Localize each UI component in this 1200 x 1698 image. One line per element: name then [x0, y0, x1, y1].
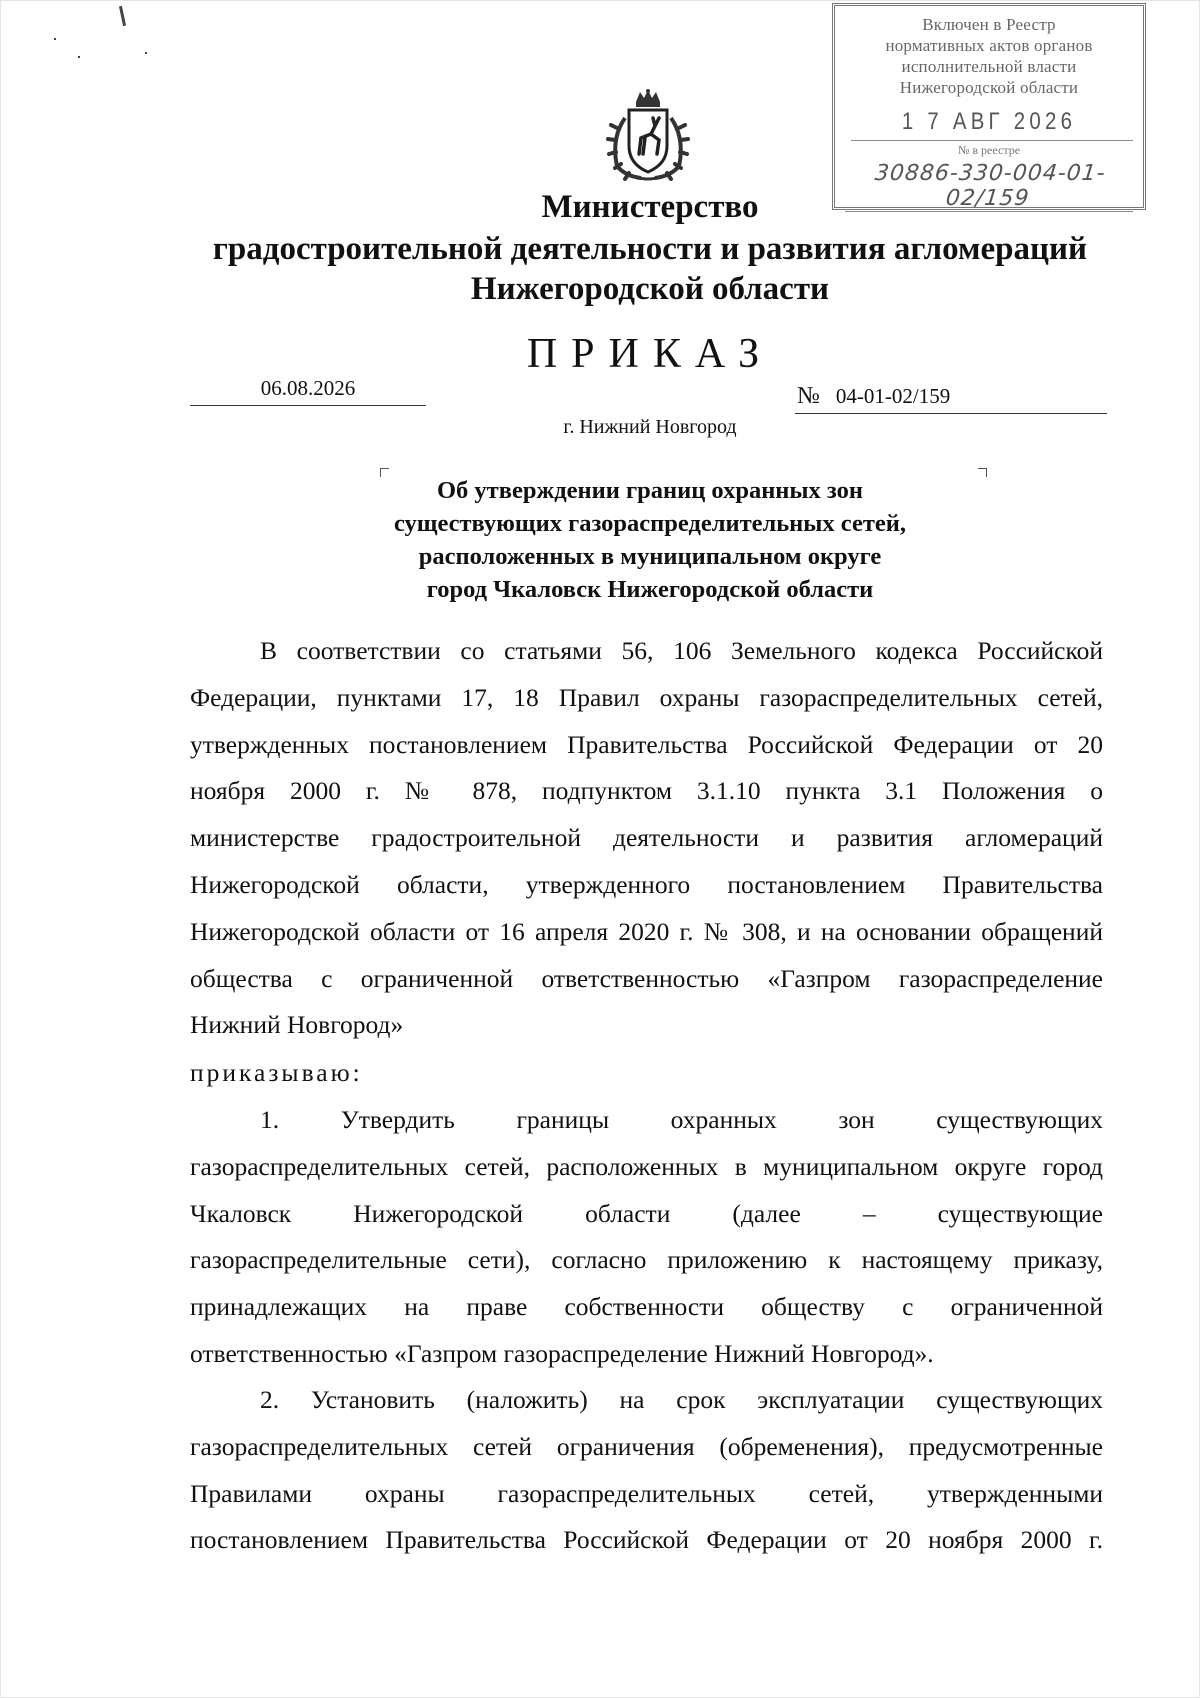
preamble-paragraph	[190, 628, 1103, 1049]
ministry-title-line3: Нижегородской области	[470, 271, 830, 307]
order-number-value: 04-01-02/159	[835, 384, 951, 408]
text-line: 2. Установить (наложить) на срок эксплуатации существующих	[260, 1385, 1103, 1414]
stamp-line: нормативных актов органов	[885, 36, 1093, 55]
text-line: газораспределительных сетей ограничения (обременения), предусмотренные	[190, 1431, 1103, 1461]
text-line: газораспределительные сети), согласно приложению к настоящему приказу,	[190, 1245, 1103, 1275]
text-line: ноября 2000 г. № 878, подпунктом 3.1.10 пункта 3.1 Положения о	[190, 776, 1103, 806]
scan-speck	[145, 52, 147, 54]
text-line: Чкаловск Нижегородской области (далее – существующие	[190, 1198, 1103, 1228]
text-line: Нижний Новгород»	[190, 1010, 404, 1040]
order-date-value: 06.08.2026	[260, 376, 356, 400]
scan-speck	[119, 6, 126, 26]
subject-line: существующих газораспределительных сетей,	[393, 510, 907, 537]
stamp-reg-number: 30886-330-004-01-02/159	[873, 161, 1107, 211]
order-date	[190, 376, 426, 406]
stamp-line: Включен в Реестр	[922, 15, 1056, 34]
registry-stamp	[832, 3, 1146, 210]
document-type: ПРИКАЗ	[526, 331, 774, 377]
stamp-divider	[851, 140, 1133, 141]
ministry-title-line2: градостроительной деятельности и развития агломераций	[212, 231, 1088, 267]
text-line: ответственностью «Газпром газораспределение Нижний Новгород».	[190, 1338, 934, 1368]
scan-speck	[78, 56, 80, 58]
number-sign: №	[797, 383, 820, 409]
text-line: постановлением Правительства Российской Федерации от 20 ноября 2000 г.	[190, 1525, 1103, 1555]
text-line: общества с ограниченной ответственностью «Газпром газораспределение	[190, 963, 1103, 993]
stamp-reg-label: № в реестре	[957, 143, 1021, 157]
order-city: г. Нижний Новгород	[563, 416, 737, 438]
text-line: утвержденных постановлением Правительства Российской Федерации от 20	[190, 729, 1103, 759]
order-item-1	[190, 1097, 1103, 1378]
scan-speck	[54, 38, 56, 40]
text-line: 1. Утвердить границы охранных зон существующих	[260, 1105, 1103, 1134]
text-line: принадлежащих на праве собственности обществу с ограниченной	[190, 1292, 1103, 1322]
coat-of-arms-icon	[603, 88, 693, 183]
order-item-2	[190, 1377, 1103, 1564]
stamp-line: Нижегородской области	[899, 78, 1079, 97]
text-line: Федерации, пунктами 17, 18 Правил охраны газораспределительных сетей,	[190, 682, 1103, 712]
text-line: газораспределительных сетей, расположенных в муниципальном округе город	[190, 1151, 1103, 1181]
ministry-title-line1: Министерство	[541, 189, 759, 225]
text-line: Нижегородской области, утвержденного постановлением Правительства	[190, 869, 1103, 899]
order-word: приказываю:	[190, 1058, 363, 1087]
subject-line: расположенных в муниципальном округе	[418, 543, 882, 570]
text-line: министерстве градостроительной деятельности и развития агломераций	[190, 823, 1103, 853]
text-line: В соответствии со статьями 56, 106 Земельного кодекса Российской	[260, 636, 1103, 665]
text-line: Нижегородской области от 16 апреля 2020 г. № 308, и на основании обращений	[190, 916, 1103, 946]
subject-line: Об утверждении границ охранных зон	[437, 477, 863, 504]
order-subject	[300, 474, 1000, 606]
order-number	[795, 383, 1107, 414]
stamp-line: исполнительной власти	[901, 57, 1077, 76]
subject-line: город Чкаловск Нижегородской области	[426, 576, 874, 603]
stamp-date: 1 7 АВГ 2026	[901, 108, 1077, 135]
text-line: Правилами охраны газораспределительных сетей, утвержденными	[190, 1478, 1103, 1508]
